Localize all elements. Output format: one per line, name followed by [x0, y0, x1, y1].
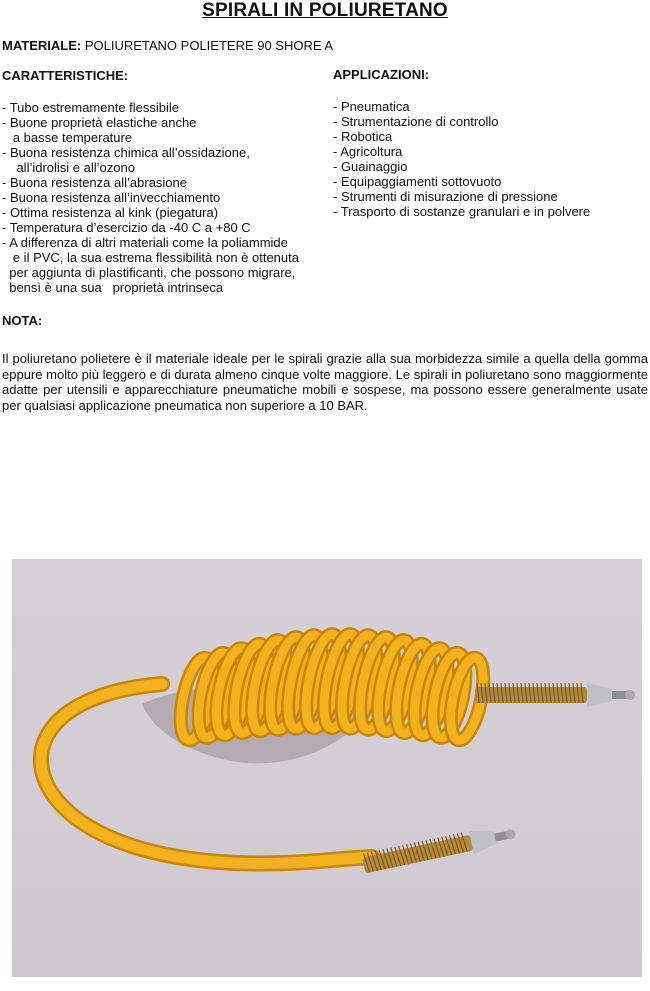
list-item: - Buone proprietà elastiche anche — [2, 115, 197, 130]
list-item: - Buona resistenza chimica all’ossidazione, — [2, 145, 250, 160]
list-item: - Robotica — [333, 129, 393, 144]
product-photo — [12, 559, 642, 977]
list-item: - Strumenti di misurazione di pressione — [333, 189, 558, 204]
characteristics-heading: CARATTERISTICHE: — [2, 68, 129, 83]
list-item: per aggiunta di plastificanti, che possono migrare, — [2, 265, 296, 280]
list-item: bensì è una sua proprietà intrinseca — [2, 280, 224, 295]
list-item: - Buona resistenza all’abrasione — [2, 175, 187, 190]
applications-heading: APPLICAZIONI: — [333, 67, 430, 82]
list-item: - Tubo estremamente flessibile — [2, 100, 180, 115]
list-item: - Agricoltura — [333, 144, 403, 159]
lower-fitting — [361, 822, 518, 878]
list-item: - Pneumatica — [333, 99, 410, 114]
list-item: a basse temperature — [2, 130, 133, 145]
list-item: - Temperatura d’esercizio da -40 C a +80 C — [2, 220, 251, 235]
list-item: - Guainaggio — [333, 159, 408, 174]
list-item: - Trasporto di sostanze granulari e in polvere — [333, 204, 591, 219]
spiral-hose-illustration — [12, 559, 642, 977]
list-item: all’idrolisi e all’ozono — [2, 160, 135, 175]
list-item: - Strumentazione di controllo — [333, 114, 499, 129]
material-line — [2, 38, 333, 53]
characteristics-section — [2, 68, 332, 295]
note-heading: NOTA: — [2, 313, 43, 328]
applications-section — [333, 67, 648, 219]
list-item: - Ottima resistenza al kink (piegatura) — [2, 205, 219, 220]
list-item: - A differenza di altri materiali come la poliammide — [2, 235, 288, 250]
list-item: - Buona resistenza all’invecchiamento — [2, 190, 221, 205]
material-label: MATERIALE: — [2, 38, 82, 53]
upper-fitting — [475, 683, 635, 707]
list-item: - Equipaggiamenti sottovuoto — [333, 174, 502, 189]
note-paragraph: Il poliuretano polietere è il materiale ideale per le spirali grazie alla sua morbidezza simile a quella della gomma eppure molto più leggero e di durata almeno cinque volte maggiore. Le spirali in poliuretano sono maggiormente adatte per utensili e apparecchiature pneumatiche mobili e sospese, ma possono essere generalmente usate per qualsiasi applicazione pneumatica non superiore a 10 BAR. — [2, 351, 648, 413]
hose-coils — [175, 631, 490, 743]
list-item: e il PVC, la sua estrema flessibilità non è ottenuta — [2, 250, 299, 265]
material-value: POLIURETANO POLIETERE 90 SHORE A — [84, 38, 334, 53]
characteristics-list — [2, 100, 332, 295]
applications-list — [333, 99, 648, 219]
page-title: SPIRALI IN POLIURETANO — [202, 0, 448, 21]
